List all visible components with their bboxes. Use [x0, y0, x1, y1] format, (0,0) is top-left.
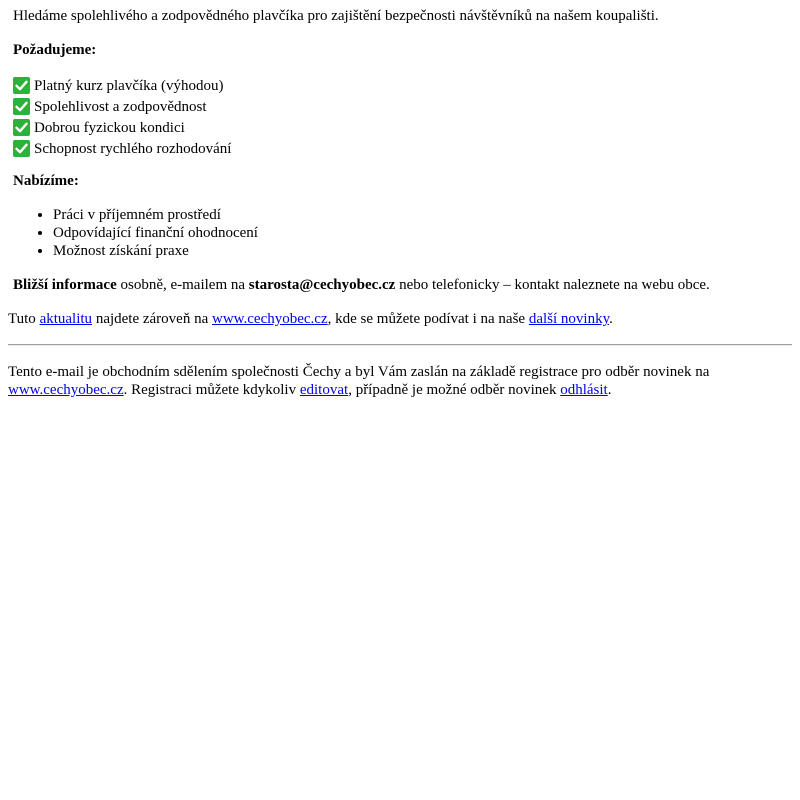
requirement-label: Schopnost rychlého rozhodování — [34, 140, 232, 157]
email-body — [0, 0, 800, 399]
requirement-label: Dobrou fyzickou kondici — [34, 119, 185, 136]
edit-registration-link[interactable]: editovat — [299, 382, 349, 398]
list-item: • Odpovídající finanční ohodnocení — [53, 224, 792, 242]
more-news-link[interactable]: další novinky — [528, 311, 610, 327]
news-text: najdete zároveň na — [92, 311, 212, 327]
check-mark-icon — [13, 77, 30, 94]
intro-text: Hledáme spolehlivého a zodpovědného plavčíka pro zajištění bezpečnosti návštěvníků na našem koupališti. — [13, 8, 659, 24]
requirements-heading: Požadujeme: — [13, 42, 97, 58]
news-text: . — [609, 311, 613, 327]
website-link[interactable]: www.cechyobec.cz — [212, 311, 328, 327]
offer-list — [13, 206, 792, 260]
check-mark-icon — [13, 140, 30, 157]
unsubscribe-link[interactable]: odhlásit — [560, 382, 608, 398]
footer-website-link[interactable]: www.cechyobec.cz — [8, 382, 124, 398]
news-line — [8, 310, 792, 328]
footer-text: . Registraci můžete kdykoliv — [123, 382, 300, 398]
footer-text: , případně je možné odběr novinek — [348, 382, 561, 398]
offer-heading: Nabízíme: — [13, 173, 79, 189]
requirement-label: Spolehlivost a zodpovědnost — [34, 98, 207, 115]
announcement — [8, 0, 792, 294]
requirement-label: Platný kurz plavčíka (výhodou) — [34, 77, 224, 94]
contact-text: osobně, e-mailem na — [116, 277, 249, 293]
contact-label: Bližší informace — [13, 277, 117, 293]
list-item — [13, 75, 792, 96]
list-item: • Možnost získání praxe — [53, 242, 792, 260]
footer-text: Tento e-mail je obchodním sdělením společnosti Čechy a byl Vám zaslán na základě registrace pro odběr novinek na — [8, 364, 710, 380]
news-link[interactable]: aktualitu — [39, 311, 93, 327]
contact-info — [13, 276, 792, 294]
footer-notice — [8, 363, 792, 399]
contact-email: starosta@cechyobec.cz — [248, 277, 396, 293]
list-item: • Práci v příjemném prostředí — [53, 206, 792, 224]
list-item — [13, 138, 792, 159]
list-item — [13, 96, 792, 117]
footer-text: . — [607, 382, 612, 398]
news-text: Tuto — [8, 311, 40, 327]
check-mark-icon — [13, 119, 30, 136]
news-text: , kde se můžete podívat i na naše — [327, 311, 529, 327]
list-item — [13, 117, 792, 138]
check-mark-icon — [13, 98, 30, 115]
requirements-list — [13, 75, 792, 159]
contact-text: nebo telefonicky – kontakt naleznete na webu obce. — [395, 277, 710, 293]
divider — [8, 344, 792, 346]
